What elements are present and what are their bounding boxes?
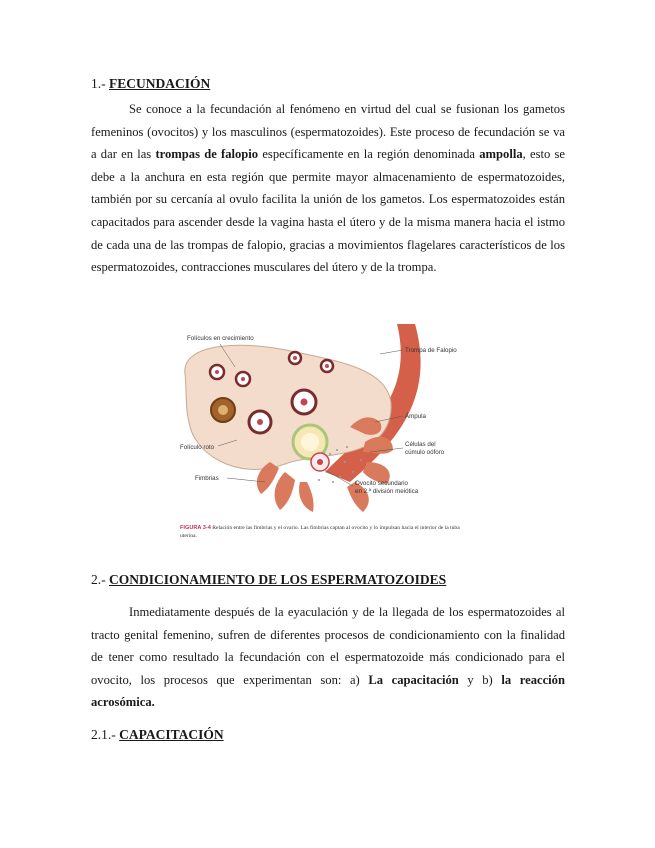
section-2-number: 2.- <box>91 572 106 587</box>
figure-caption <box>180 525 465 540</box>
section-2-1-heading <box>91 727 224 743</box>
label-growing-follicles: Folículos en crecimiento <box>187 335 254 342</box>
corpus-luteum-core <box>218 405 228 415</box>
label-oocyte-1: Ovocito secundario <box>355 480 408 487</box>
para-text: Inmediatamente después de la eyaculación y de la llegada de los espermatozoides al tracto genital femenino, sufren de diferentes procesos de condicionamiento con la finalidad de tener como resultado la fecundación con el espermatozoide más condicionado para el ovocito, los procesos que experimentan son: a) <box>91 605 565 687</box>
follicle-oocyte <box>293 356 297 360</box>
bold-capacitacion: La capacitación <box>368 672 459 687</box>
section-2-1-number: 2.1.- <box>91 727 116 742</box>
ovary-fimbriae-figure <box>175 322 475 547</box>
section-2-heading <box>91 572 446 588</box>
label-fimbriae: Fimbrias <box>195 475 219 482</box>
label-ampulla: Ámpula <box>405 413 426 420</box>
bold-reaccion-acrosomica: la reacción acrosómica. <box>91 672 565 710</box>
label-oocyte-2: en 2.ª división meiótica <box>355 488 419 495</box>
bold-trompas: trompas de falopio <box>155 147 259 162</box>
label-cumulus-2: cúmulo oóforo <box>405 449 445 456</box>
figure-caption-text: Relación entre las fimbrias y el ovario. Las fimbrias captan al ovocito y lo impulsan hacia el interior de la tuba uterina. <box>180 525 460 539</box>
label-ruptured-follicle: Folículo roto <box>180 444 215 451</box>
follicle-oocyte <box>241 377 245 381</box>
para-text: y b) <box>458 672 502 687</box>
section-1-paragraph <box>91 98 565 279</box>
figure-number: FIGURA 3-4 <box>180 525 211 531</box>
label-cumulus-1: Células del <box>405 441 436 448</box>
ovary-illustration <box>175 322 475 522</box>
ruptured-follicle-core <box>301 433 319 451</box>
section-2-1-title: CAPACITACIÓN <box>119 727 224 742</box>
secondary-oocyte-nucleus <box>317 459 323 465</box>
follicle-oocyte <box>257 419 263 425</box>
follicle-oocyte <box>325 364 329 368</box>
follicle-oocyte <box>301 399 308 406</box>
label-fallopian-tube: Trompa de Falopio <box>405 347 457 354</box>
section-2-paragraph <box>91 601 565 714</box>
para-text: Se conoce a la fecundación al fenómeno en virtud del cual se fusionan los gametos femeninos (ovocitos) y los masculinos (espermatozoides). Este proceso de fecundación se va a dar en las <box>91 102 565 162</box>
bold-ampolla: ampolla <box>479 147 523 162</box>
follicle-oocyte <box>215 370 219 374</box>
section-1-heading <box>91 76 210 92</box>
section-1-number: 1.- <box>91 76 106 91</box>
para-text: específicamente en la región denominada <box>258 147 480 162</box>
para-text: , esto se debe a la anchura en esta región que permite mayor almacenamiento de espermatozoides, también por su cercanía al ovulo facilita la unión de los gametos. Los espermatozoides están capacitados para ascender desde la vagina hasta el útero y de la misma manera hacia el istmo de cada una de las trompas de falopio, gracias a movimientos flagelares característicos de los espermatozoides, contracciones musculares del útero y de la trompa. <box>91 147 565 275</box>
section-2-title: CONDICIONAMIENTO DE LOS ESPERMATOZOIDES <box>109 572 447 587</box>
section-1-title: FECUNDACIÓN <box>109 76 211 91</box>
